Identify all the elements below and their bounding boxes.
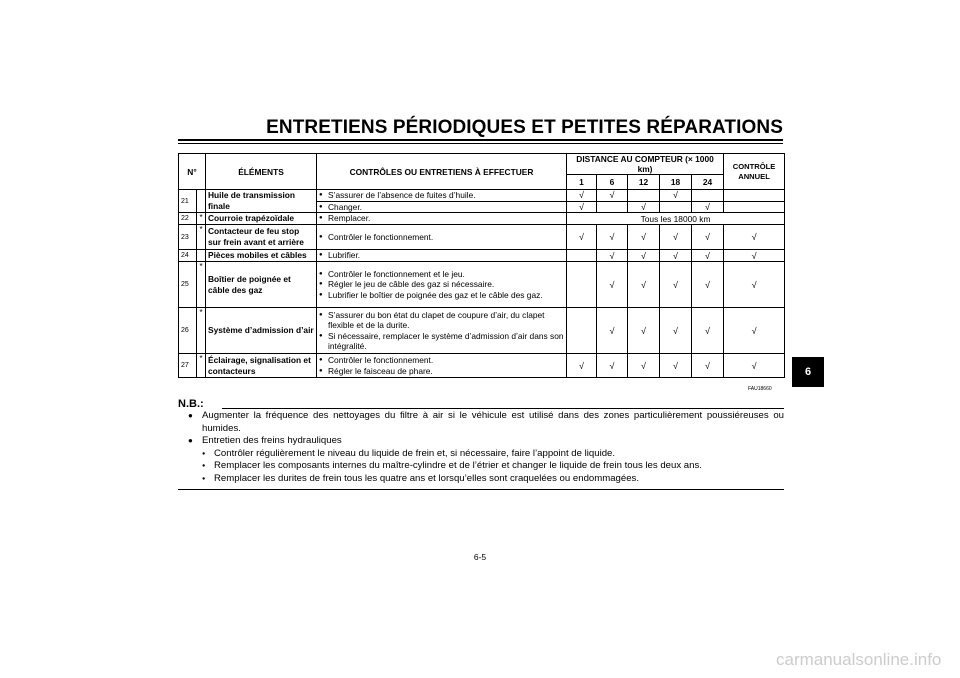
- row-mark: [660, 201, 692, 213]
- bullet-icon: ●: [188, 411, 193, 420]
- row-element: Éclairage, signalisation et contacteurs: [206, 354, 317, 378]
- header-distance-col: 1: [567, 175, 597, 190]
- header-elements: ÉLÉMENTS: [206, 154, 317, 190]
- row-mark: √: [567, 201, 597, 213]
- header-distance-col: 24: [692, 175, 724, 190]
- row-number: 23: [179, 225, 197, 250]
- row-star: [197, 250, 206, 262]
- row-interval-text: Tous les 18000 km: [567, 213, 785, 225]
- header-num: N°: [179, 154, 206, 190]
- small-bullet-icon: ●: [202, 475, 206, 482]
- row-check-item: ● Si nécessaire, remplacer le système d’admission d’air dans son intégralité.: [319, 331, 564, 352]
- row-mark: √: [567, 225, 597, 250]
- row-number: 27: [179, 354, 197, 378]
- row-mark: [628, 190, 660, 202]
- title-rule-thick: [178, 139, 783, 141]
- row-check-item: ● S’assurer de l’absence de fuites d’huile.: [319, 190, 564, 201]
- row-mark: √: [628, 225, 660, 250]
- row-check-item: ● Contrôler le fonctionnement et le jeu.: [319, 269, 564, 280]
- document-code: FAU18660: [748, 386, 772, 392]
- row-check-item: ● Régler le faisceau de phare.: [319, 366, 564, 377]
- row-mark: √: [724, 225, 785, 250]
- row-mark: √: [597, 250, 628, 262]
- row-mark: √: [692, 354, 724, 378]
- nb-note: [188, 435, 784, 448]
- nb-subnote-text: Remplacer les composants internes du maître-cylindre et de l’étrier et changer le liquide de frein tous les deux ans.: [214, 460, 702, 472]
- row-number: 21: [179, 190, 197, 213]
- row-star: [197, 190, 206, 213]
- header-annual: CONTRÔLE ANNUEL: [724, 154, 785, 190]
- page-number: 6-5: [473, 552, 487, 562]
- watermark: carmanualsonline.info: [776, 650, 942, 669]
- header-checks: CONTRÔLES OU ENTRETIENS À EFFECTUER: [317, 154, 567, 190]
- row-check-item: ● Lubrifier le boîtier de poignée des gaz et le câble des gaz.: [319, 290, 564, 301]
- row-mark: [724, 190, 785, 202]
- row-check-item: ● Contrôler le fonctionnement.: [319, 355, 564, 366]
- row-check-item: ● Remplacer.: [319, 213, 564, 224]
- row-star: *: [197, 354, 206, 378]
- row-mark: √: [597, 354, 628, 378]
- row-check-item: ● Régler le jeu de câble des gaz si nécessaire.: [319, 279, 564, 290]
- row-element: Système d’admission d’air: [206, 308, 317, 354]
- nb-subnote-text: Remplacer les durites de frein tous les quatre ans et lorsqu’elles sont craquelées ou endommagées.: [214, 472, 640, 484]
- page-title: ENTRETIENS PÉRIODIQUES ET PETITES RÉPARATIONS: [266, 117, 783, 138]
- maintenance-table: [178, 153, 785, 378]
- row-mark: √: [567, 354, 597, 378]
- header-distance-col: 12: [628, 175, 660, 190]
- row-mark: √: [567, 190, 597, 202]
- row-element: Contacteur de feu stop sur frein avant et arrière: [206, 225, 317, 250]
- row-mark: [692, 190, 724, 202]
- row-mark: √: [597, 190, 628, 202]
- row-number: 25: [179, 262, 197, 308]
- row-mark: √: [628, 354, 660, 378]
- row-mark: √: [660, 354, 692, 378]
- row-mark: √: [724, 262, 785, 308]
- row-mark: √: [628, 201, 660, 213]
- row-mark: √: [660, 225, 692, 250]
- row-mark: √: [660, 190, 692, 202]
- row-mark: √: [628, 250, 660, 262]
- row-mark: [724, 201, 785, 213]
- row-number: 24: [179, 250, 197, 262]
- row-mark: √: [660, 250, 692, 262]
- row-check-item: ● Contrôler le fonctionnement.: [319, 232, 564, 243]
- row-mark: √: [692, 201, 724, 213]
- header-distance-col: 18: [660, 175, 692, 190]
- nb-subnote: [188, 460, 784, 473]
- row-number: 22: [179, 213, 197, 225]
- row-mark: √: [692, 225, 724, 250]
- row-mark: √: [660, 308, 692, 354]
- notes-bottom-rule: [178, 489, 784, 490]
- small-bullet-icon: ●: [202, 450, 206, 457]
- row-element: Boîtier de poignée et câble des gaz: [206, 262, 317, 308]
- row-mark: √: [724, 250, 785, 262]
- header-distance: DISTANCE AU COMPTEUR (× 1000 km): [567, 154, 724, 175]
- row-mark: [567, 308, 597, 354]
- row-mark: √: [628, 262, 660, 308]
- row-star: *: [197, 308, 206, 354]
- row-mark: √: [660, 262, 692, 308]
- nb-note: [188, 410, 784, 435]
- nb-rule: [222, 408, 784, 409]
- row-mark: √: [692, 250, 724, 262]
- row-mark: √: [597, 308, 628, 354]
- header-distance-col: 6: [597, 175, 628, 190]
- row-check-item: ● S’assurer du bon état du clapet de coupure d’air, du clapet flexible et de la durite.: [319, 310, 564, 331]
- row-mark: [567, 250, 597, 262]
- row-mark: √: [597, 225, 628, 250]
- nb-subnote: [188, 448, 784, 461]
- row-number: 26: [179, 308, 197, 354]
- row-star: *: [197, 225, 206, 250]
- row-mark: √: [692, 308, 724, 354]
- row-mark: [567, 262, 597, 308]
- nb-subnote-text: Contrôler régulièrement le niveau du liquide de frein et, si nécessaire, faire l’appoint de liquide.: [214, 447, 616, 459]
- title-rule-thin: [178, 143, 783, 144]
- row-mark: √: [628, 308, 660, 354]
- row-element: Courroie trapézoïdale: [206, 213, 317, 225]
- small-bullet-icon: ●: [202, 463, 206, 470]
- row-star: *: [197, 213, 206, 225]
- row-mark: √: [724, 308, 785, 354]
- bullet-icon: ●: [188, 436, 193, 446]
- maintenance-table-container: [178, 153, 784, 378]
- row-mark: √: [597, 262, 628, 308]
- nb-subnote: [188, 473, 784, 486]
- row-mark: √: [692, 262, 724, 308]
- nb-note-text: Entretien des freins hydrauliques: [202, 435, 342, 447]
- row-check-item: ● Changer.: [319, 202, 564, 213]
- chapter-tab: 6: [792, 357, 824, 387]
- nb-label: N.B.:: [178, 398, 204, 410]
- nb-note-text: Augmenter la fréquence des nettoyages du filtre à air si le véhicule est utilisé dans des zones particulièrement poussiéreuses ou humides.: [202, 410, 784, 434]
- row-mark: √: [724, 354, 785, 378]
- row-element: Huile de transmission finale: [206, 190, 317, 213]
- row-element: Pièces mobiles et câbles: [206, 250, 317, 262]
- row-mark: [597, 201, 628, 213]
- nb-notes: [188, 410, 784, 486]
- row-star: *: [197, 262, 206, 308]
- row-check-item: ● Lubrifier.: [319, 250, 564, 261]
